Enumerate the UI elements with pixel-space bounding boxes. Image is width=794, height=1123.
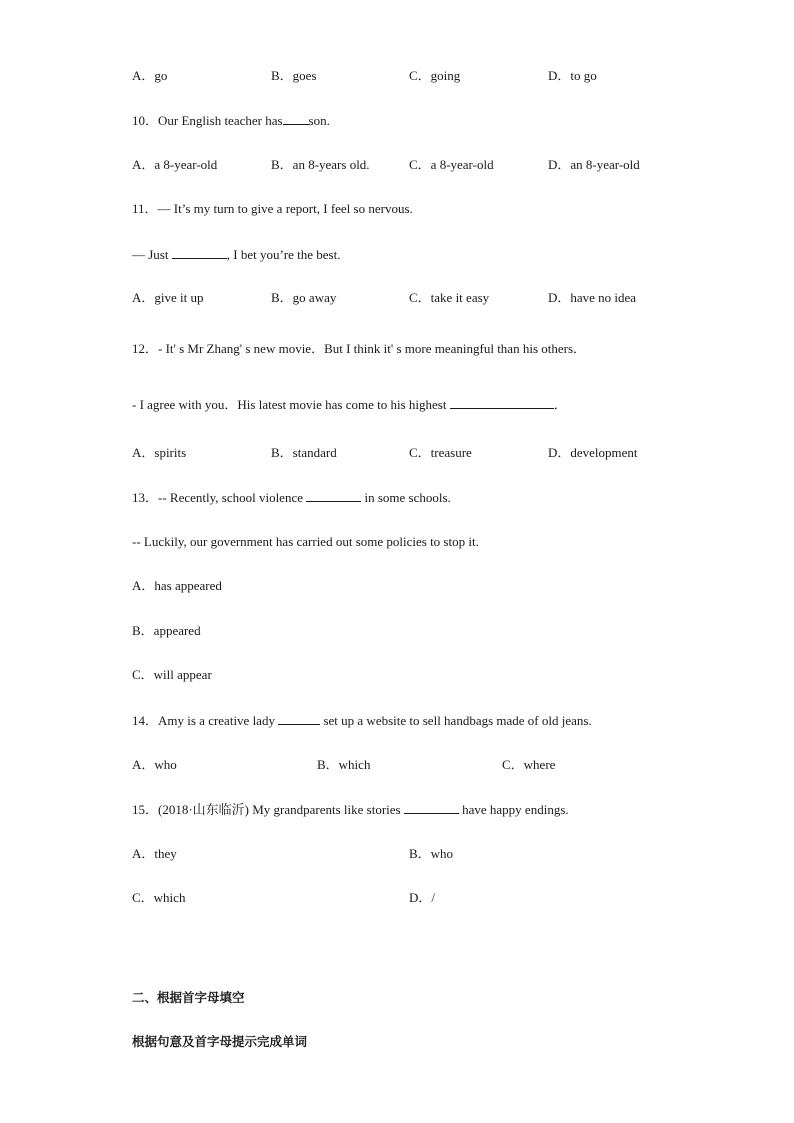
q13-line-1 <box>132 489 451 506</box>
q12-line-2 <box>132 396 567 413</box>
q9-option-a: A．go <box>132 68 168 83</box>
q13-option-a: A．has appeared <box>132 578 222 593</box>
q12-option-a: A．spirits <box>132 445 187 460</box>
q15-blank <box>404 801 459 814</box>
q10-option-b: B．an 8-years old. <box>271 157 370 172</box>
q12-line-1: 12．- It' s Mr Zhang' s new movie．But I think it' s more meaningful than his others． <box>132 341 587 356</box>
q11-option-d: D．have no idea <box>548 290 637 305</box>
q11-option-a: A．give it up <box>132 290 204 305</box>
q12-option-d: D．development <box>548 445 638 460</box>
q14-stem-pre: 14．Amy is a creative lady <box>132 713 279 728</box>
q13-blank <box>306 489 361 502</box>
q14-option-a: A．who <box>132 757 177 772</box>
q15-stem-pre: 15．(2018·山东临沂) My grandparents like stories <box>132 802 404 817</box>
q12-line-2-post: ． <box>553 397 567 412</box>
q14-stem <box>132 712 592 729</box>
q10-option-a: A．a 8-year-old <box>132 157 218 172</box>
q10-stem-pre: 10．Our English teacher has <box>132 113 283 128</box>
q13-line-2: -- Luckily, our government has carried out some policies to stop it. <box>132 534 479 549</box>
q10-stem <box>132 112 330 129</box>
q15-stem <box>132 801 569 818</box>
q11-blank <box>172 246 227 259</box>
q14-option-b: B．which <box>317 757 371 772</box>
q9-option-c: C．going <box>409 68 461 83</box>
q13-option-c: C．will appear <box>132 667 212 682</box>
q13-line-1-post: in some schools. <box>361 490 451 505</box>
q11-option-b: B．go away <box>271 290 337 305</box>
q15-option-d: D．/ <box>409 890 436 905</box>
q15-option-a: A．they <box>132 846 177 861</box>
q12-option-c: C．treasure <box>409 445 472 460</box>
section-2-title: 二、根据首字母填空 <box>132 990 245 1005</box>
q10-blank <box>283 112 309 125</box>
q15-option-c: C．which <box>132 890 186 905</box>
q10-option-c: C．a 8-year-old <box>409 157 494 172</box>
q12-line-2-pre: - I agree with you．His latest movie has come to his highest <box>132 397 450 412</box>
q10-stem-post: son. <box>308 113 330 128</box>
q14-stem-post: set up a website to sell handbags made of old jeans. <box>320 713 592 728</box>
q11-line-2 <box>132 246 340 263</box>
q14-blank <box>278 712 320 725</box>
q15-stem-post: have happy endings. <box>458 802 569 817</box>
q13-line-1-pre: 13．-- Recently, school violence <box>132 490 307 505</box>
q12-blank <box>450 396 554 409</box>
q15-option-b: B．who <box>409 846 454 861</box>
q13-option-b: B．appeared <box>132 623 201 638</box>
section-2-instruction: 根据句意及首字母提示完成单词 <box>132 1034 308 1049</box>
q14-option-c: C．where <box>502 757 556 772</box>
q12-option-b: B．standard <box>271 445 337 460</box>
q9-option-d: D．to go <box>548 68 597 83</box>
q11-line-1: 11．— It’s my turn to give a report, I feel so nervous. <box>132 201 413 216</box>
q11-line-2-post: , I bet you’re the best. <box>226 247 341 262</box>
q11-option-c: C．take it easy <box>409 290 490 305</box>
q10-option-d: D．an 8-year-old <box>548 157 640 172</box>
q9-option-b: B．goes <box>271 68 317 83</box>
q11-line-2-pre: — Just <box>132 247 172 262</box>
